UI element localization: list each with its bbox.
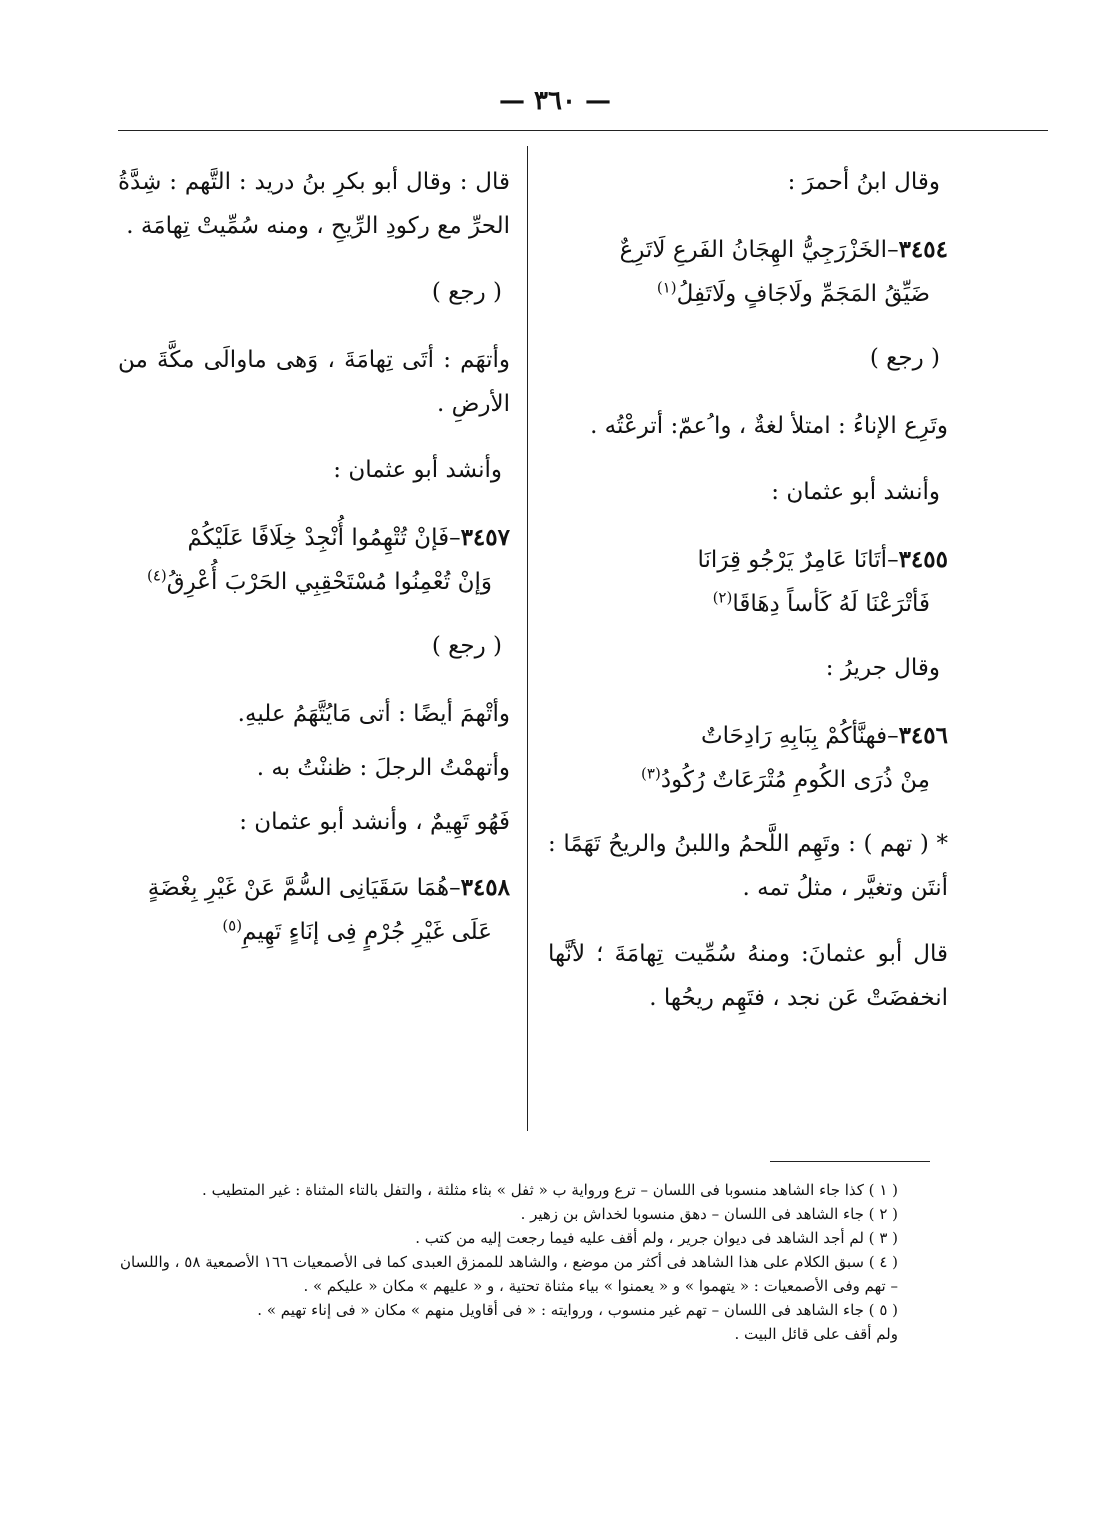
right-column: [548, 160, 948, 1042]
verse-3454-text1: الخَزْرَجِيُّ الهِجَانُ الفَرعِ لَاتَرِعٌ: [619, 237, 888, 263]
verse-3457-text2: وَإنْ تُعْمِنُوا مُسْتَحْقِبِي الحَرْبَ أُعْرِقُ: [166, 569, 492, 595]
paragraph-fahuwa-tahim: فَهُو تَهِيمٌ ، وأنشد أبو عثمان :: [239, 809, 510, 835]
page-number: — ٣٦٠ —: [498, 86, 612, 116]
left-column: [118, 160, 510, 974]
header-rule: [118, 130, 1048, 131]
verse-3458-line2: [118, 910, 510, 954]
verse-3454-line1: ٣٤٥٤–الخَزْرَجِيُّ الهِجَانُ الفَرعِ لَاتَرِعٌ: [619, 236, 948, 263]
intro-abu-uthman: وأنشد أبو عثمان :: [333, 457, 502, 483]
verse-3454-number: ٣٤٥٤: [898, 236, 948, 263]
paragraph-abu-uthman-tihama: قال أبو عثمانَ: ومنهُ سُمِّيت تِهامَةَ ؛ لأنَّها انخفضَتْ عَن نجد ، فتَهِم ريحُها .: [548, 941, 948, 1011]
verse-3457-line1: ٣٤٥٧–فَإنْ تُتْهِمُوا أُنْجِدْ خِلَافًا عَلَيْكُمْ: [187, 524, 510, 551]
verse-3456-line2: [548, 758, 948, 802]
footnote-ref-2: (٢): [712, 588, 733, 607]
column-divider: [527, 146, 528, 1131]
verse-3455-line1: ٣٤٥٥–أتَانَا عَامِرٌ يَرْجُو قِرَانَا: [697, 546, 948, 573]
footnote-ref-5: (٥): [222, 916, 243, 935]
intro-abu-uthman: وأنشد أبو عثمان :: [771, 479, 940, 505]
rajaa-label: ( رجع ): [431, 279, 502, 305]
footnote-3: ( ٣ ) لم أجد الشاهد فى ديوان جرير ، ولم أقف عليه فيما رجعت إليه من كتب .: [415, 1229, 898, 1247]
verse-3456-line1: ٣٤٥٦–فهنَّأكُمْ بِبَابِهِ رَادِحَاتٌ: [700, 722, 948, 749]
verse-3456-text1: فهنَّأكُمْ بِبَابِهِ رَادِحَاتٌ: [700, 723, 888, 749]
verse-3454-line2: [548, 272, 948, 316]
verse-3457-line2: [118, 560, 510, 604]
paragraph-ibn-durayd: قال : وقال أبو بكرِ بنُ دريد : التَّهم : شِدَّةُ الحرِّ مع ركودِ الرِّيحِ ، ومنه سُمِّيتْ تِهامَة .: [118, 169, 510, 239]
verse-3458-text2: عَلَى غَيْرِ جُرْمٍ فِى إنَاءٍ تَهِيمِ: [242, 919, 492, 945]
paragraph-atham-aydan: وأتْهمَ أيضًا : أتى مَايُتَّهَمُ عليهِ.: [237, 701, 510, 727]
footnote-ref-1: (١): [656, 278, 677, 297]
verse-3454: [548, 228, 948, 316]
verse-3455-text2: فَأتْرَعْنَا لَهُ كَأساً دِهَاقَا: [732, 591, 930, 617]
footnotes: [118, 1178, 898, 1346]
verse-3457-number: ٣٤٥٧: [460, 524, 510, 551]
verse-3458-text1: هُمَا سَقَيَانِى السُّمَّ عَنْ غَيْرِ بِغْضَةٍ: [147, 875, 450, 901]
verse-3458-line1: ٣٤٥٨–هُمَا سَقَيَانِى السُّمَّ عَنْ غَيْرِ بِغْضَةٍ: [147, 874, 510, 901]
intro-jarir: وقال جريرُ :: [825, 655, 940, 681]
verse-3456-number: ٣٤٥٦: [898, 722, 948, 749]
verse-3455: [548, 538, 948, 626]
verse-3458: [118, 866, 510, 954]
paragraph-atham-rajul: وأتهمْتُ الرجلَ : ظننْتُ به .: [256, 755, 510, 781]
verse-3454-text2: ضَيِّقُ المَجَمِّ ولَاجَافٍ ولَاتَفِلُ: [676, 281, 930, 307]
paragraph-tara: وتَرِع الإناءُ : امتلأ لغةٌ ، وا ُعمّ: أترعْتُه .: [590, 413, 948, 439]
rajaa-label: ( رجع ): [431, 633, 502, 659]
footnote-2: ( ٢ ) جاء الشاهد فى اللسان – دهق منسوبا لخداش بن زهير .: [520, 1205, 898, 1223]
footnote-5-continued: ولم أقف على قائل البيت .: [734, 1325, 898, 1343]
verse-3456: [548, 714, 948, 802]
intro-ibn-ahmar: وقال ابنُ أحمرَ :: [787, 169, 940, 195]
footnote-1: ( ١ ) كذا جاء الشاهد منسوبا فى اللسان – ترع ورواية ب « ثفل » بثاء مثلثة ، والتفل بالتاء المثناة : غير المتطيب .: [202, 1181, 898, 1199]
footnote-ref-3: (٣): [641, 764, 661, 783]
footnote-4: ( ٤ ) سبق الكلام على هذا الشاهد فى أكثر من موضع ، والشاهد للممزق العبدى كما فى الأصمعيات ١٦٦ الأصمعية ٥٨ ، واللسان – تهم وفى الأصمعيات : « يتهموا » و « يعمنوا » بياء مثناة تحتية ، و « عليهم » مكان « عليكم » .: [120, 1253, 898, 1295]
verse-3455-text1: أتَانَا عَامِرٌ يَرْجُو قِرَانَا: [697, 547, 888, 573]
footnote-rule: [770, 1161, 930, 1162]
verse-3458-number: ٣٤٥٨: [460, 874, 510, 901]
verse-3455-line2: [548, 582, 948, 626]
verse-3456-text2: مِنْ ذُرَى الكُومِ مُتْرَعَاتٌ رُكُودُ: [660, 767, 930, 793]
footnote-ref-4: (٤): [146, 566, 167, 585]
verse-3457-text1: فَإنْ تُتْهِمُوا أُنْجِدْ خِلَافًا عَلَيْكُمْ: [187, 525, 450, 551]
footnote-5: ( ٥ ) جاء الشاهد فى اللسان – تهم غير منسوب ، وروايته : « فى أقاويل منهم » مكان « فى إناء تهيم » .: [257, 1301, 898, 1319]
paragraph-atham: وأتهَم : أتَى تِهامَةَ ، وَهى ماوالَى مكَّةَ من الأرضِ .: [118, 347, 510, 417]
verse-3457: [118, 516, 510, 604]
verse-3455-number: ٣٤٥٥: [898, 546, 948, 573]
rajaa-label: ( رجع ): [869, 345, 940, 371]
paragraph-taham-entry: * ( تهم ) : وتَهِم اللَّحمُ واللبنُ والريحُ تَهَمًا : أنتَن وتغيَّر ، مثلُ تمه .: [548, 831, 948, 901]
